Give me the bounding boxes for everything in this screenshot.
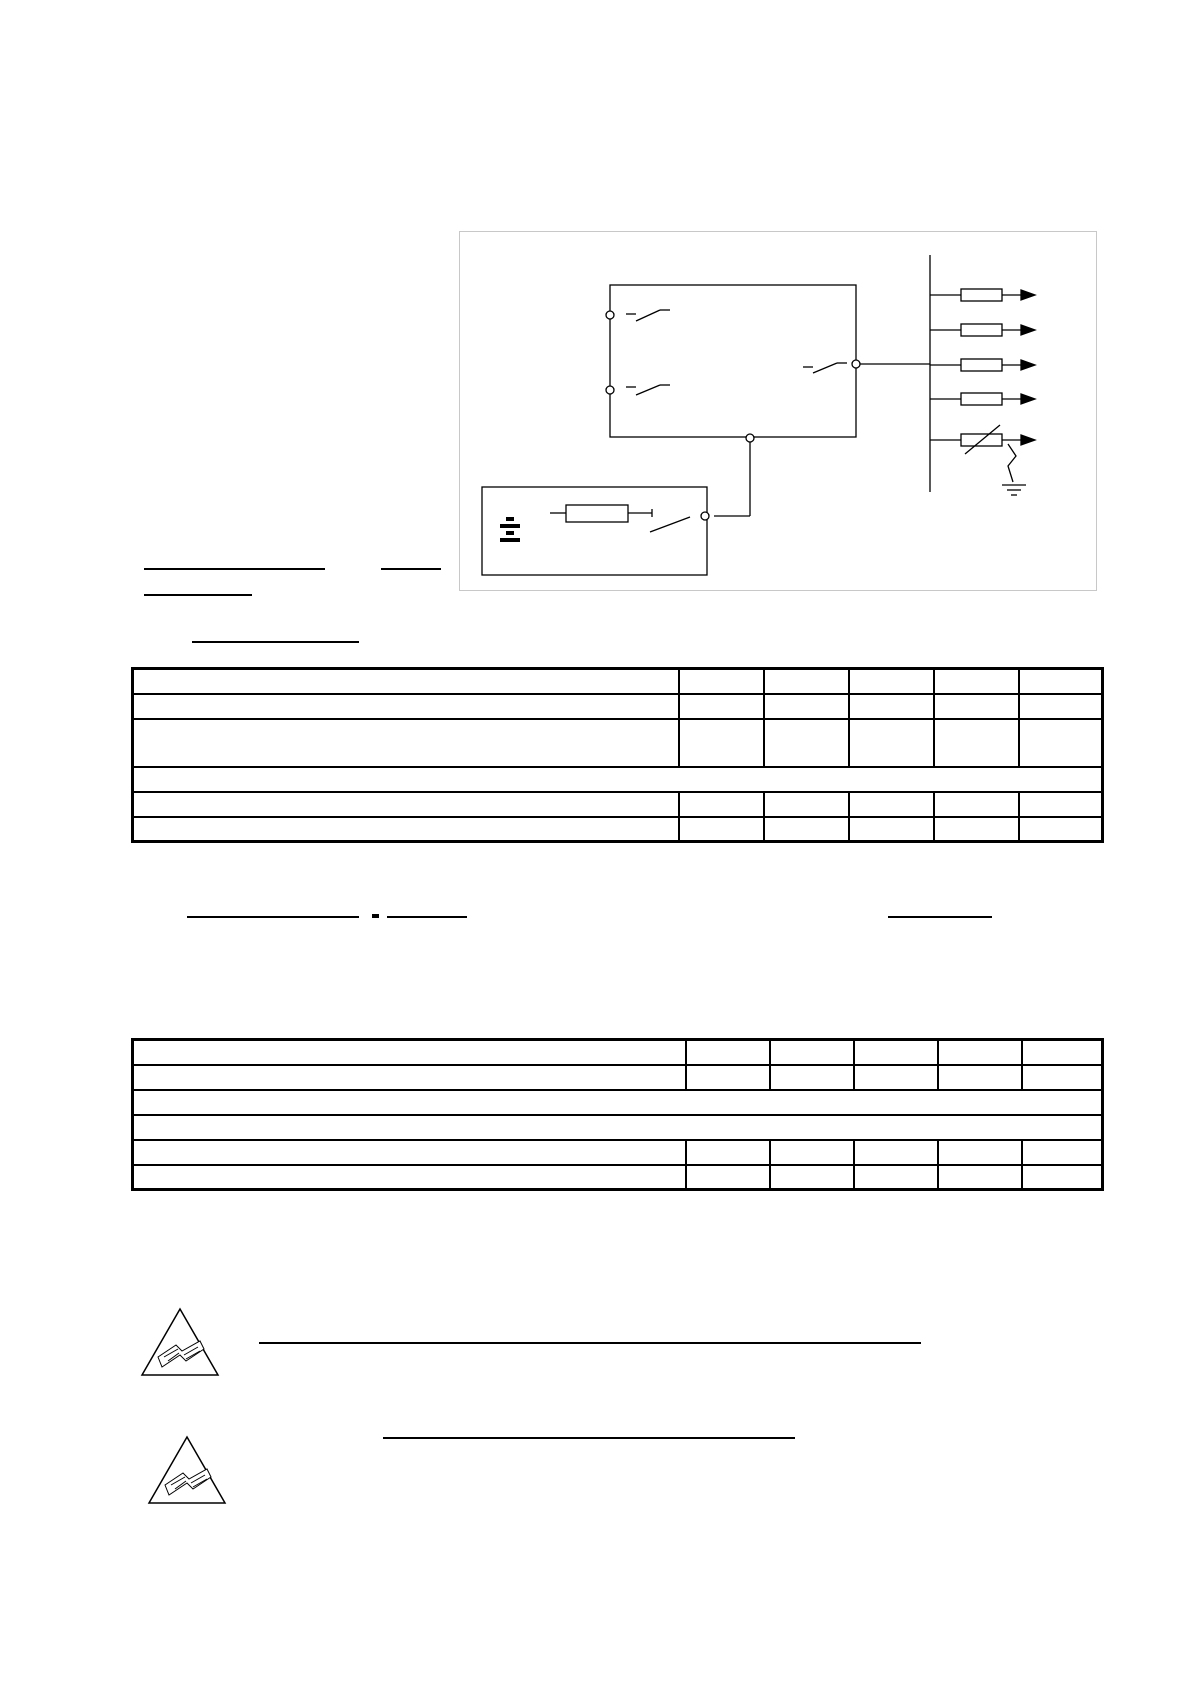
ground-icon bbox=[1002, 485, 1026, 495]
table-cell bbox=[934, 669, 1019, 694]
table-cell bbox=[686, 1140, 770, 1165]
data-table-1 bbox=[131, 667, 1104, 843]
fuse-icon bbox=[961, 324, 1002, 336]
fuse-branch-2 bbox=[930, 324, 1035, 336]
relay-box bbox=[610, 285, 856, 437]
table-cell bbox=[934, 694, 1019, 719]
table-cell bbox=[679, 694, 764, 719]
table-row bbox=[133, 792, 1103, 817]
fuse-branch-5-blown bbox=[930, 425, 1035, 482]
table-cell bbox=[1019, 817, 1103, 842]
table-cell bbox=[938, 1040, 1022, 1065]
table-cell bbox=[1022, 1065, 1103, 1090]
table-cell bbox=[934, 719, 1019, 767]
dash-mark bbox=[372, 914, 379, 918]
battery-box bbox=[482, 487, 707, 575]
table-cell bbox=[1019, 719, 1103, 767]
terminal-icon bbox=[746, 434, 754, 442]
table-cell bbox=[1019, 792, 1103, 817]
terminal-icon bbox=[606, 386, 614, 394]
fuse-branch-4 bbox=[930, 393, 1035, 405]
underline-table1-title bbox=[192, 641, 359, 643]
table-row bbox=[133, 1140, 1103, 1165]
table-cell bbox=[764, 817, 849, 842]
fuse-branch-1 bbox=[930, 289, 1035, 301]
fuse-icon bbox=[961, 393, 1002, 405]
table-cell bbox=[133, 1040, 686, 1065]
table-cell bbox=[133, 1165, 686, 1190]
arrow-right-icon bbox=[1021, 360, 1035, 370]
table-cell bbox=[679, 669, 764, 694]
table-cell bbox=[1019, 694, 1103, 719]
table-row bbox=[133, 1115, 1103, 1140]
table-cell bbox=[934, 817, 1019, 842]
arrow-right-icon bbox=[1021, 290, 1035, 300]
table-cell bbox=[133, 719, 679, 767]
arrow-right-icon bbox=[1021, 325, 1035, 335]
table-row bbox=[133, 767, 1103, 792]
table-cell bbox=[849, 694, 934, 719]
table-cell bbox=[679, 719, 764, 767]
switch-icon bbox=[650, 517, 690, 532]
notice-2-underline bbox=[383, 1437, 795, 1439]
switch-icon bbox=[626, 310, 670, 321]
table-cell bbox=[133, 669, 679, 694]
arrow-right-icon bbox=[1021, 394, 1035, 404]
table-cell bbox=[686, 1040, 770, 1065]
table-cell bbox=[854, 1065, 938, 1090]
table-cell bbox=[854, 1140, 938, 1165]
underline-heading-1c bbox=[144, 594, 252, 596]
table-merged-cell bbox=[133, 1115, 1103, 1140]
table-cell bbox=[686, 1165, 770, 1190]
table-cell bbox=[934, 792, 1019, 817]
table-cell bbox=[1022, 1040, 1103, 1065]
table-row bbox=[133, 669, 1103, 694]
table-cell bbox=[764, 792, 849, 817]
table-cell bbox=[849, 719, 934, 767]
notice-1-underline bbox=[259, 1342, 921, 1344]
table-cell bbox=[770, 1165, 854, 1190]
table-cell bbox=[1022, 1165, 1103, 1190]
fuse-icon bbox=[961, 359, 1002, 371]
table-cell bbox=[133, 817, 679, 842]
underline-heading-1a bbox=[144, 568, 325, 570]
table-merged-cell bbox=[133, 1090, 1103, 1115]
terminal-icon bbox=[606, 311, 614, 319]
underline-heading-2a bbox=[187, 916, 359, 918]
underline-heading-2c bbox=[888, 916, 992, 918]
circuit-diagram bbox=[459, 231, 1097, 591]
fuse-icon bbox=[961, 289, 1002, 301]
terminal-icon bbox=[852, 360, 860, 368]
table-cell bbox=[770, 1040, 854, 1065]
circuit-diagram-svg bbox=[460, 232, 1098, 592]
table-cell bbox=[938, 1065, 1022, 1090]
fuse-icon bbox=[566, 505, 628, 522]
table-row bbox=[133, 1090, 1103, 1115]
table-cell bbox=[1019, 669, 1103, 694]
table-cell bbox=[764, 694, 849, 719]
table-row bbox=[133, 719, 1103, 767]
table-cell bbox=[764, 669, 849, 694]
table-cell bbox=[1022, 1140, 1103, 1165]
terminal-icon bbox=[701, 512, 709, 520]
table-row bbox=[133, 1040, 1103, 1065]
switch-icon bbox=[803, 363, 847, 373]
table-cell bbox=[854, 1040, 938, 1065]
table-cell bbox=[938, 1140, 1022, 1165]
table-cell bbox=[133, 792, 679, 817]
table-cell bbox=[679, 792, 764, 817]
manual-warning-icon bbox=[145, 1433, 229, 1507]
table-cell bbox=[770, 1140, 854, 1165]
table-cell bbox=[849, 817, 934, 842]
table-row bbox=[133, 1165, 1103, 1190]
table-cell bbox=[679, 817, 764, 842]
arrow-right-icon bbox=[1021, 435, 1035, 445]
table-cell bbox=[133, 1065, 686, 1090]
table-row bbox=[133, 694, 1103, 719]
switch-icon bbox=[626, 385, 670, 395]
table-cell bbox=[938, 1165, 1022, 1190]
data-table-2 bbox=[131, 1038, 1104, 1191]
table-cell bbox=[133, 694, 679, 719]
manual-warning-icon bbox=[138, 1305, 222, 1379]
table-cell bbox=[686, 1065, 770, 1090]
table-cell bbox=[849, 792, 934, 817]
table-cell bbox=[133, 1140, 686, 1165]
table-cell bbox=[770, 1065, 854, 1090]
table-row bbox=[133, 1065, 1103, 1090]
table-merged-cell bbox=[133, 767, 1103, 792]
table-cell bbox=[764, 719, 849, 767]
table-cell bbox=[849, 669, 934, 694]
battery-icon bbox=[500, 519, 520, 540]
underline-heading-2b bbox=[387, 916, 467, 918]
table-row bbox=[133, 817, 1103, 842]
underline-heading-1b bbox=[381, 568, 441, 570]
table-cell bbox=[854, 1165, 938, 1190]
fuse-branch-3 bbox=[930, 359, 1035, 371]
